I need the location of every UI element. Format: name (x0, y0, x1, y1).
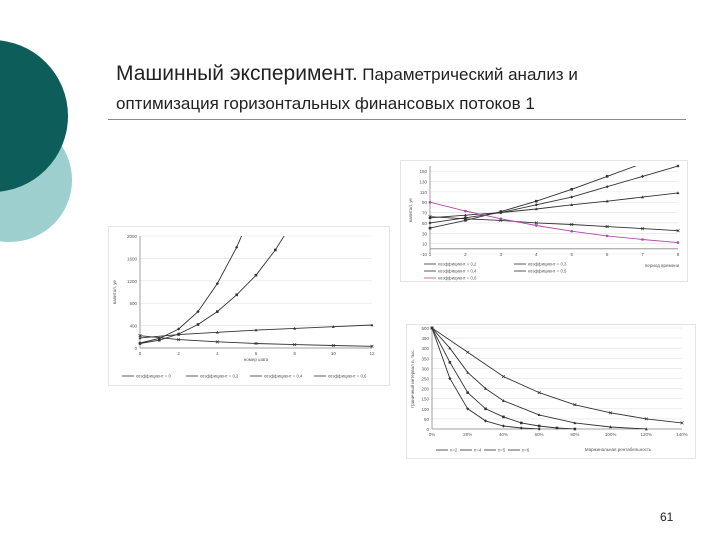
x-tick-label: 6 (254, 351, 258, 356)
data-point (677, 241, 680, 244)
x-tick-label: 7 (641, 251, 644, 257)
x-tick-label: 20% (463, 432, 473, 437)
data-point (466, 391, 469, 394)
y-tick-label: 350 (421, 356, 429, 362)
data-point (574, 428, 577, 431)
data-point (538, 425, 541, 428)
y-axis-label: капитал, уе (408, 198, 413, 222)
data-point (216, 310, 219, 313)
y-tick-label: 70 (421, 210, 427, 216)
x-axis-label: Маржинальная рентабельность (584, 447, 652, 452)
x-tick-label: 0 (138, 351, 142, 356)
title-divider (108, 119, 686, 120)
x-tick-label: 10 (330, 351, 336, 356)
chart-frame (407, 325, 696, 459)
x-tick-label: 4 (216, 351, 219, 356)
data-point (535, 200, 538, 203)
data-point (255, 274, 258, 277)
y-tick-label: 130 (419, 179, 427, 185)
y-tick-label: 2000 (126, 234, 137, 239)
x-tick-label: 60% (534, 432, 544, 437)
title-part1: Машинный эксперимент. (116, 62, 358, 85)
data-point (641, 238, 644, 241)
x-tick-label: 1 (428, 251, 432, 257)
y-tick-label: 1200 (126, 278, 137, 284)
y-tick-label: 400 (421, 346, 429, 352)
data-point (429, 227, 432, 230)
legend-label: n=6 (522, 447, 530, 453)
decorative-circles (0, 0, 120, 290)
page-number: 61 (660, 510, 674, 524)
data-point (502, 416, 505, 419)
legend-label: коэффициент = 0,6 (438, 275, 477, 281)
data-point (500, 218, 503, 221)
data-point (570, 230, 573, 233)
y-tick-label: 30 (421, 231, 427, 237)
x-tick-label: 2 (177, 351, 180, 356)
x-tick-label: 8 (676, 251, 680, 257)
y-axis-label: капитал, уе (112, 280, 117, 304)
y-tick-label: -10 (420, 252, 427, 257)
slide-title (116, 60, 696, 118)
legend-label: коэффициент = 0,5 (528, 268, 567, 274)
x-tick-label: 100% (604, 432, 617, 437)
y-tick-label: 90 (421, 200, 427, 206)
data-point (556, 427, 559, 430)
x-tick-label: 120% (640, 432, 653, 437)
data-point (139, 342, 142, 345)
y-tick-label: 10 (421, 241, 427, 247)
y-tick-label: 0 (426, 427, 429, 432)
data-point (606, 235, 609, 238)
y-tick-label: 200 (421, 386, 429, 392)
y-tick-label: 400 (129, 323, 137, 329)
y-tick-label: 150 (419, 169, 427, 175)
chart-capital-by-period (400, 160, 688, 282)
x-tick-label: 12 (369, 351, 375, 356)
y-tick-label: 110 (419, 189, 427, 195)
y-tick-label: 50 (421, 220, 427, 226)
data-point (464, 210, 467, 213)
data-point (429, 201, 432, 204)
x-tick-label: 80% (570, 432, 580, 437)
y-axis-label: Граничный интервал n, тыс. (410, 349, 415, 408)
x-tick-label: 5 (570, 251, 573, 257)
x-tick-label: 3 (499, 251, 503, 257)
legend-label: коэффициент = 0,6 (328, 373, 367, 379)
x-tick-label: 140% (676, 432, 688, 437)
y-tick-label: 100 (421, 406, 429, 412)
data-point (235, 294, 238, 297)
data-point (274, 249, 277, 252)
x-tick-label: 0% (428, 432, 436, 437)
data-point (535, 224, 538, 227)
y-tick-label: 250 (421, 376, 429, 382)
x-tick-label: 40% (498, 432, 508, 437)
y-tick-label: 50 (423, 416, 429, 422)
title-part2: Параметрический анализ и (362, 65, 578, 84)
legend-label: n=5 (498, 447, 506, 453)
y-tick-label: 150 (421, 396, 429, 402)
data-point (520, 422, 523, 425)
y-tick-label: 300 (421, 366, 429, 372)
data-point (484, 408, 487, 411)
legend-label: коэффициент = 0,2 (438, 261, 477, 267)
y-tick-label: 1600 (126, 256, 137, 262)
title-part3: оптимизация горизонтальных финансовых потоков 1 (116, 94, 535, 113)
x-tick-label: 4 (535, 251, 538, 257)
legend-label: коэффициент = 0,3 (528, 261, 567, 267)
x-axis-label: номер шага (243, 357, 269, 362)
legend-label: коэффициент = 0,4 (438, 268, 477, 274)
y-tick-label: 0 (134, 346, 137, 351)
legend-label: коэффициент = 0 (136, 373, 171, 379)
legend-label: n=2 (450, 447, 458, 453)
chart-capital-by-step (108, 226, 390, 386)
legend-label: коэффициент = 0,2 (200, 373, 239, 379)
legend-label: коэффициент = 0,4 (264, 373, 303, 379)
data-point (606, 175, 609, 178)
y-tick-label: 500 (421, 326, 429, 331)
legend-label: n=4 (474, 447, 482, 453)
data-point (570, 188, 573, 191)
chart-boundary-interval (406, 324, 696, 459)
data-point (449, 361, 452, 364)
y-tick-label: 800 (129, 301, 137, 307)
x-axis-label: период времени (644, 263, 680, 268)
y-tick-label: 450 (421, 336, 429, 342)
x-tick-label: 6 (605, 251, 609, 257)
x-tick-label: 8 (293, 351, 296, 356)
data-point (158, 339, 161, 342)
data-point (197, 323, 200, 326)
x-tick-label: 2 (464, 251, 467, 257)
